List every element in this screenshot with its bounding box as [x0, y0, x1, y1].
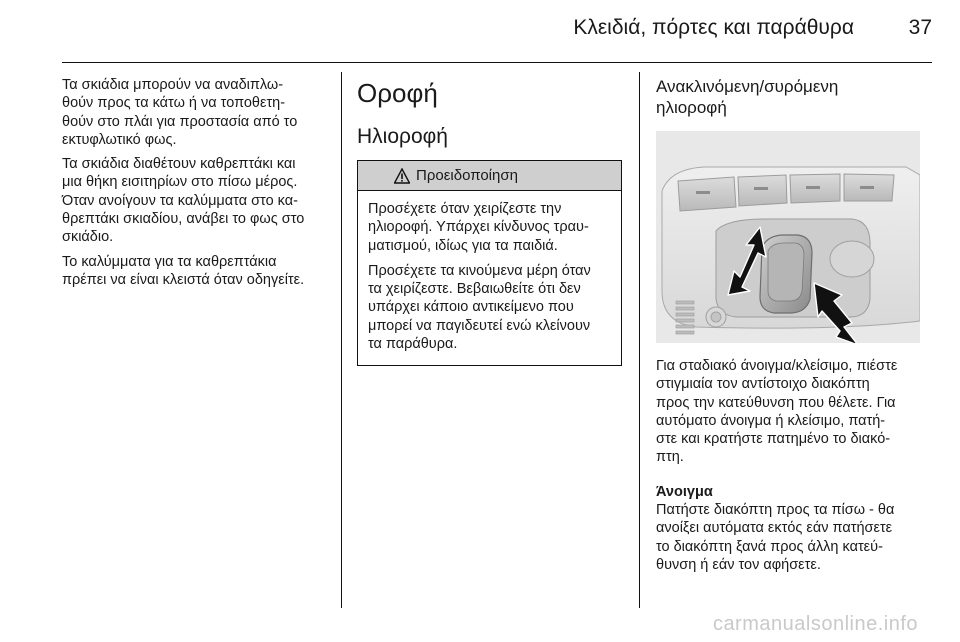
text-line: θυνση ή εάν τον αφήσετε. [656, 556, 821, 573]
text-line: τα παράθυρα. [368, 336, 458, 353]
text-line: υπάρχει κάποιο αντικείμενο που [368, 299, 574, 316]
header-divider [62, 62, 932, 63]
text-line: Τα σκιάδια διαθέτουν καθρεπτάκι και [62, 156, 296, 173]
text-line: θούν προς τα κάτω ή να τοποθετη- [62, 95, 286, 112]
watermark: carmanualsonline.info [712, 613, 918, 635]
open-paragraph [656, 501, 932, 574]
text-line: προς την κατεύθυνση που θέλετε. Για [656, 394, 896, 411]
mirror-cover-paragraph [62, 253, 330, 290]
text-line: Τα σκιάδια μπορούν να αναδιπλω- [62, 77, 284, 93]
warning-header [358, 161, 621, 191]
text-line: πρέπει να είναι κλειστά όταν οδηγείτε. [62, 271, 305, 288]
warning-title: Προειδοποίηση [416, 167, 518, 184]
subsection-heading [656, 76, 932, 118]
running-title: Κλειδιά, πόρτες και παράθυρα [573, 16, 854, 39]
text-line: θρεπτάκι σκιαδίου, ανάβει το φως στο [62, 211, 305, 228]
heading-line: Ανακλινόμενη/συρόμενη [656, 77, 839, 96]
text-line: στιγμιαία τον αντίστοιχο διακόπτη [656, 376, 870, 393]
text-line: στε και κρατήστε πατημένο το διακό- [656, 431, 891, 448]
warning-paragraph [368, 262, 613, 353]
text-line: Όταν ανοίγουν τα καλύμματα στο κα- [62, 192, 298, 209]
left-column [62, 76, 330, 295]
warning-body [358, 191, 621, 365]
page-header [62, 14, 932, 48]
text-line: ματισμού, ιδίως για τα παιδιά. [368, 237, 558, 254]
text-line: σκιάδιο. [62, 229, 114, 246]
text-line: μια θήκη εισιτηρίων στο πίσω μέρος. [62, 174, 298, 191]
column-divider [341, 72, 342, 608]
sunroof-switch-illustration [656, 131, 920, 343]
warning-paragraph [368, 200, 613, 255]
column-divider [639, 72, 640, 608]
warning-box [357, 160, 622, 366]
text-line: Προσέχετε τα κινούμενα μέρη όταν [368, 262, 591, 279]
text-line: ηλιοροφή. Υπάρχει κίνδυνος τραυ- [368, 219, 589, 236]
sun-visor-paragraph [62, 76, 330, 149]
right-column [656, 76, 932, 580]
text-line: ανοίξει αυτόματα εκτός εάν πατήσετε [656, 520, 893, 537]
mirror-paragraph [62, 155, 330, 246]
text-line: μπορεί να παγιδευτεί ενώ κλείνουν [368, 317, 591, 334]
page-number: 37 [908, 16, 932, 39]
text-line: θούν στο πλάι για προστασία από το [62, 113, 298, 130]
middle-column [357, 76, 625, 366]
text-line: εκτυφλωτικό φως. [62, 131, 177, 148]
text-line: Πατήστε διακόπτη προς τα πίσω - θα [656, 502, 895, 519]
text-line: πτη. [656, 449, 684, 466]
subsection-heading: Ηλιοροφή [357, 125, 448, 148]
open-label: Άνοιγμα [656, 483, 713, 500]
text-line: το διακόπτη ξανά προς άλλη κατεύ- [656, 538, 883, 555]
text-line: Το καλύμματα για τα καθρεπτάκια [62, 253, 277, 270]
text-line: αυτόματο άνοιγμα ή κλείσιμο, πατή- [656, 412, 886, 429]
text-line: τα χειρίζεστε. Βεβαιωθείτε ότι δεν [368, 281, 581, 298]
operation-paragraph [656, 357, 932, 467]
text-line: Για σταδιακό άνοιγμα/κλείσιμο, πιέστε [656, 358, 898, 374]
warning-triangle-icon [394, 168, 410, 184]
open-section [656, 483, 932, 574]
heading-line: ηλιοροφή [656, 98, 727, 117]
section-heading: Οροφή [357, 78, 438, 108]
text-line: Προσέχετε όταν χειρίζεστε την [368, 201, 562, 217]
